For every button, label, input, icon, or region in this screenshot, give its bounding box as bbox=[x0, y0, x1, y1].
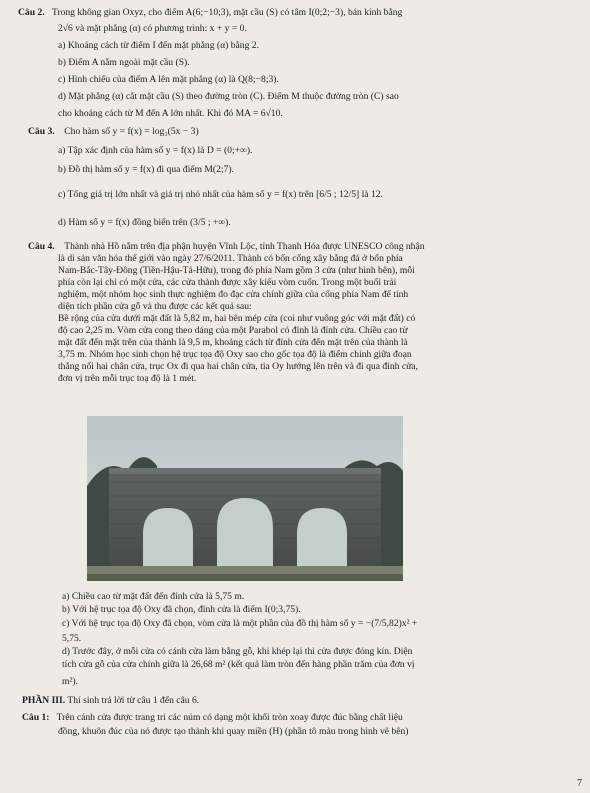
q3-stem: Cho hàm số y = f(x) = log₃(5x − 3) bbox=[64, 126, 199, 137]
q4-line-12: đơn vị trên mỗi trục toạ độ là 1 mét. bbox=[58, 373, 197, 384]
q3-option-b: b) Đồ thị hàm số y = f(x) đi qua điểm M(2;7). bbox=[58, 164, 234, 175]
q2-option-a: a) Khoảng cách từ điểm I đến mặt phẳng (α) bằng 2. bbox=[58, 40, 259, 51]
q2-option-b: b) Điểm A nằm ngoài mặt cầu (S). bbox=[58, 57, 190, 68]
part3-q1-text-2: đồng, khuôn đúc của nó được tạo thành khi quay miền (H) (phần tô màu trong hình vẽ bên) bbox=[58, 726, 409, 737]
q4-line-1-text: Thành nhà Hồ nằm trên địa phận huyện Vĩnh Lộc, tỉnh Thanh Hóa được UNESCO công nhận bbox=[64, 241, 425, 252]
q4-option-d-3: m²). bbox=[62, 676, 78, 687]
q3-option-d: d) Hàm số y = f(x) đồng biến trên (3/5 ; +∞). bbox=[58, 217, 231, 228]
q4-label: Câu 4. bbox=[28, 241, 55, 252]
part3-heading bbox=[22, 695, 199, 707]
q2-stem-1: Trong không gian Oxyz, cho điểm A(6;−10;3), mặt cầu (S) có tâm I(0;2;−3), bán kính bằng bbox=[51, 7, 403, 18]
page-number: 7 bbox=[577, 778, 582, 789]
citadel-gate-photo bbox=[87, 416, 403, 581]
part3-q1-line-1 bbox=[22, 712, 403, 724]
q4-line-1 bbox=[28, 241, 425, 253]
q4-option-d-1: d) Trước đây, ở mỗi cửa có cánh cửa làm bằng gỗ, khi khép lại thì cửa được đóng kín. Diện bbox=[62, 646, 413, 657]
q4-line-10: 3,75 m. Nhóm học sinh chọn hệ trục tọa độ Oxy sao cho gốc tọa độ là điểm chính giữa đoạn bbox=[58, 349, 412, 360]
q4-line-5: nghiệm, một nhóm học sinh thực nghiệm đo đạc cửa chính giữa của cổng phía Nam để tính bbox=[58, 289, 409, 300]
part3-q1-label: Câu 1: bbox=[22, 712, 50, 723]
q2-label: Câu 2. bbox=[18, 7, 45, 18]
q2-option-d-2: cho khoảng cách từ M đến A lớn nhất. Khi đó MA = 6√10. bbox=[58, 108, 283, 119]
part3-title: PHẦN III. bbox=[22, 695, 66, 706]
q3-label: Câu 3. bbox=[28, 126, 55, 137]
q2-option-d-1: d) Mặt phẳng (α) cắt mặt cầu (S) theo đường tròn (C). Điểm M thuộc đường tròn (C) sao bbox=[58, 91, 399, 102]
q4-option-a: a) Chiều cao từ mặt đất đến đỉnh cửa là 5,75 m. bbox=[62, 591, 245, 602]
q2-line-1 bbox=[18, 7, 402, 19]
q3-option-c: c) Tổng giá trị lớn nhất và giá trị nhỏ nhất của hàm số y = f(x) trên [6/5 ; 12/5] là 12. bbox=[58, 189, 383, 200]
q4-line-11: thẳng nối hai chân cửa, trục Ox đi qua hai chân cửa, tia Oy hướng lên trên và đi qua đỉnh cửa, bbox=[58, 361, 418, 372]
q2-stem-2: 2√6 và mặt phẳng (α) có phương trình: x + y = 0. bbox=[58, 23, 247, 34]
part3-instructions: Thí sinh trả lời từ câu 1 đến câu 6. bbox=[67, 695, 200, 706]
q4-line-8: độ cao 2,25 m. Vòm cửa cong theo dáng của một Parabol có đỉnh là đỉnh cửa. Chiều cao từ bbox=[58, 325, 408, 336]
part3-q1-text-1: Trên cánh cửa được trang trí các núm có dạng một khối tròn xoay được đúc bằng chất liệu bbox=[56, 712, 403, 723]
citadel-gate-illustration bbox=[87, 416, 403, 581]
q3-line-1 bbox=[28, 126, 199, 138]
q2-option-c: c) Hình chiếu của điểm A lên mặt phẳng (α) là Q(8;−8;3). bbox=[58, 74, 279, 85]
q4-line-7: Bề rộng của cửa dưới mặt đất là 5,82 m, hai bên mép cửa (coi như vuông góc với mặt đất) có bbox=[58, 313, 416, 324]
q4-option-b: b) Với hệ trục tọa độ Oxy đã chọn, đỉnh cửa là điểm I(0;3,75). bbox=[62, 604, 301, 615]
q4-line-3: Nam-Bắc-Tây-Đông (Tiền-Hậu-Tả-Hữu), trong đó phía Nam gồm 3 cửa (như hình bên), mỗi bbox=[58, 265, 415, 276]
q4-line-6: diện tích phần cửa gỗ và thu được các kết quả sau: bbox=[58, 301, 252, 312]
q4-option-c-1: c) Với hệ trục tọa độ Oxy đã chọn, vòm cửa là một phần của đồ thị hàm số y = −(7/5,82)x² + bbox=[62, 618, 418, 629]
q4-option-c-2: 5,75. bbox=[62, 633, 82, 644]
q4-line-4: phía còn lại chỉ có một cửa, các cửa thành được xây kiểu vòm cuốn. Trong một buổi trải bbox=[58, 277, 397, 288]
q4-line-9: mặt đất đến mặt trên của thành là 9,5 m, khoảng cách từ đỉnh cửa đến mặt trên của thành là bbox=[58, 337, 408, 348]
q3-option-a: a) Tập xác định của hàm số y = f(x) là D = (0;+∞). bbox=[58, 145, 253, 156]
q4-line-2: là di sản văn hóa thế giới vào ngày 27/6/2011. Thành có bốn cổng xây bằng đá ở bốn phía bbox=[58, 253, 403, 264]
q4-option-d-2: tích cửa gỗ của cửa chính giữa là 26,68 m² (kết quả làm tròn đến hàng phần trăm của đơn vị bbox=[62, 659, 415, 670]
